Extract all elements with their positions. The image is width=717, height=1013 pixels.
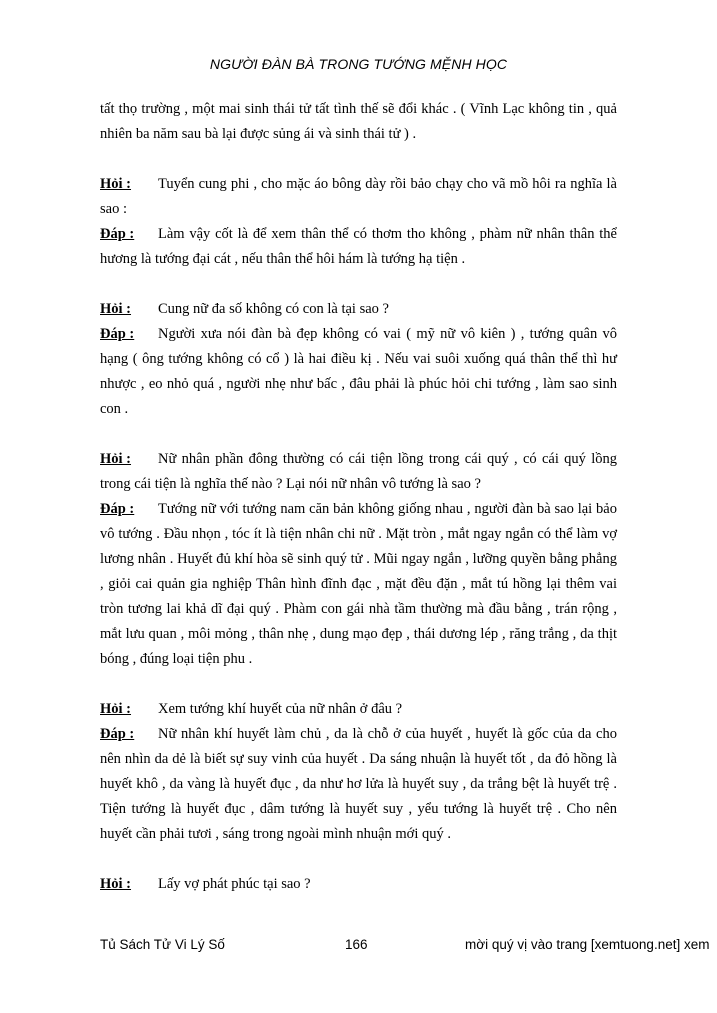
answer-4 (100, 722, 617, 847)
question-text: Nữ nhân phần đông thường có cái tiện lồng trong cái quý , có cái quý lồng trong cái tiện là nghĩa thế nào ? Lại nói nữ nhân vô tướng là sao ? (100, 451, 617, 492)
question-1 (100, 172, 617, 222)
question-label: Hỏi : (100, 876, 132, 892)
answer-text: Tướng nữ với tướng nam căn bản không giống nhau , người đàn bà sao lại bảo vô tướng . Đầu nhọn , tóc ít là tiện nhân chi nữ . Mặt tròn , mắt ngay ngắn có thể làm vợ lương nhân . Huyết đủ khí hòa sẽ sinh quý tử . Mũi ngay ngắn , lưỡng quyền bằng phẳng , giỏi cai quản gia nghiệp Thân hình đĩnh đạc , mặt đều đặn , mắt tú hồng lại thêm vai tròn tương lai khả dĩ đại quý . Phàm con gái nhà tầm thường mà đầu bằng , trán rộng , mắt lưu quan , môi mỏng , thân nhẹ , dung mạo đẹp , thái dương lép , răng trắng , da thịt bóng , đúng loại tiện phu . (100, 501, 617, 667)
answer-label: Đáp : (100, 726, 135, 742)
intro-paragraph: tất thọ trường , một mai sinh thái tử tất tình thế sẽ đổi khác . ( Vĩnh Lạc không tin , quả nhiên ba năm sau bà lại được sủng ái và sinh thái tử ) . (100, 101, 617, 142)
question-text: Lấy vợ phát phúc tại sao ? (158, 876, 311, 892)
answer-label: Đáp : (100, 501, 135, 517)
question-3 (100, 447, 617, 497)
question-text: Tuyển cung phi , cho mặc áo bông dày rồi bảo chạy cho vã mồ hôi ra nghĩa là sao : (100, 176, 617, 217)
answer-text: Làm vậy cốt là để xem thân thể có thơm tho không , phàm nữ nhân thân thể hương là tướng đại cát , nếu thân thể hôi hám là tướng hạ tiện . (100, 226, 617, 267)
answer-1 (100, 222, 617, 272)
question-5 (100, 872, 617, 897)
question-label: Hỏi : (100, 301, 132, 317)
answer-text: Người xưa nói đàn bà đẹp không có vai ( mỹ nữ vô kiên ) , tướng quân vô hạng ( ông tướng không có cổ ) là hai điều kị . Nếu vai suôi xuống quá thân thể thì hư nhược , eo nhỏ quá , người nhẹ như bấc , đâu phải là phúc hỏi chi tướng , làm sao sinh con . (100, 326, 617, 417)
page-content (100, 97, 617, 897)
answer-label: Đáp : (100, 326, 135, 342)
page-number: 166 (345, 937, 368, 952)
page-header: NGƯỜI ĐÀN BÀ TRONG TƯỚNG MỆNH HỌC (209, 56, 508, 72)
question-label: Hỏi : (100, 451, 132, 467)
question-label: Hỏi : (100, 701, 132, 717)
answer-3 (100, 497, 617, 672)
answer-text: Nữ nhân khí huyết làm chủ , da là chỗ ở của huyết , huyết là gốc của da cho nên nhìn da dẻ là biết sự suy vinh của huyết . Da sáng nhuận là huyết tốt , da đỏ hồng là huyết khô , da vàng là huyết đục , da như hơ lửa là huyết suy , da trắng bệt là huyết trệ . Tiện tướng là huyết đục , dâm tướng là huyết suy , yểu tướng là huyết trệ . Cho nên huyết cần phải tươi , sáng trong ngoài mình nhuận mới quý . (100, 726, 617, 842)
answer-2 (100, 322, 617, 422)
page-footer (0, 937, 717, 957)
answer-label: Đáp : (100, 226, 135, 242)
question-label: Hỏi : (100, 176, 132, 192)
footer-book-title: Tủ Sách Tử Vi Lý Số (100, 937, 225, 952)
footer-website-note: mời quý vị vào trang [xemtuong.net] xem (465, 937, 710, 952)
question-text: Xem tướng khí huyết của nữ nhân ở đâu ? (158, 701, 403, 717)
question-2 (100, 297, 617, 322)
question-text: Cung nữ đa số không có con là tại sao ? (158, 301, 389, 317)
question-4 (100, 697, 617, 722)
